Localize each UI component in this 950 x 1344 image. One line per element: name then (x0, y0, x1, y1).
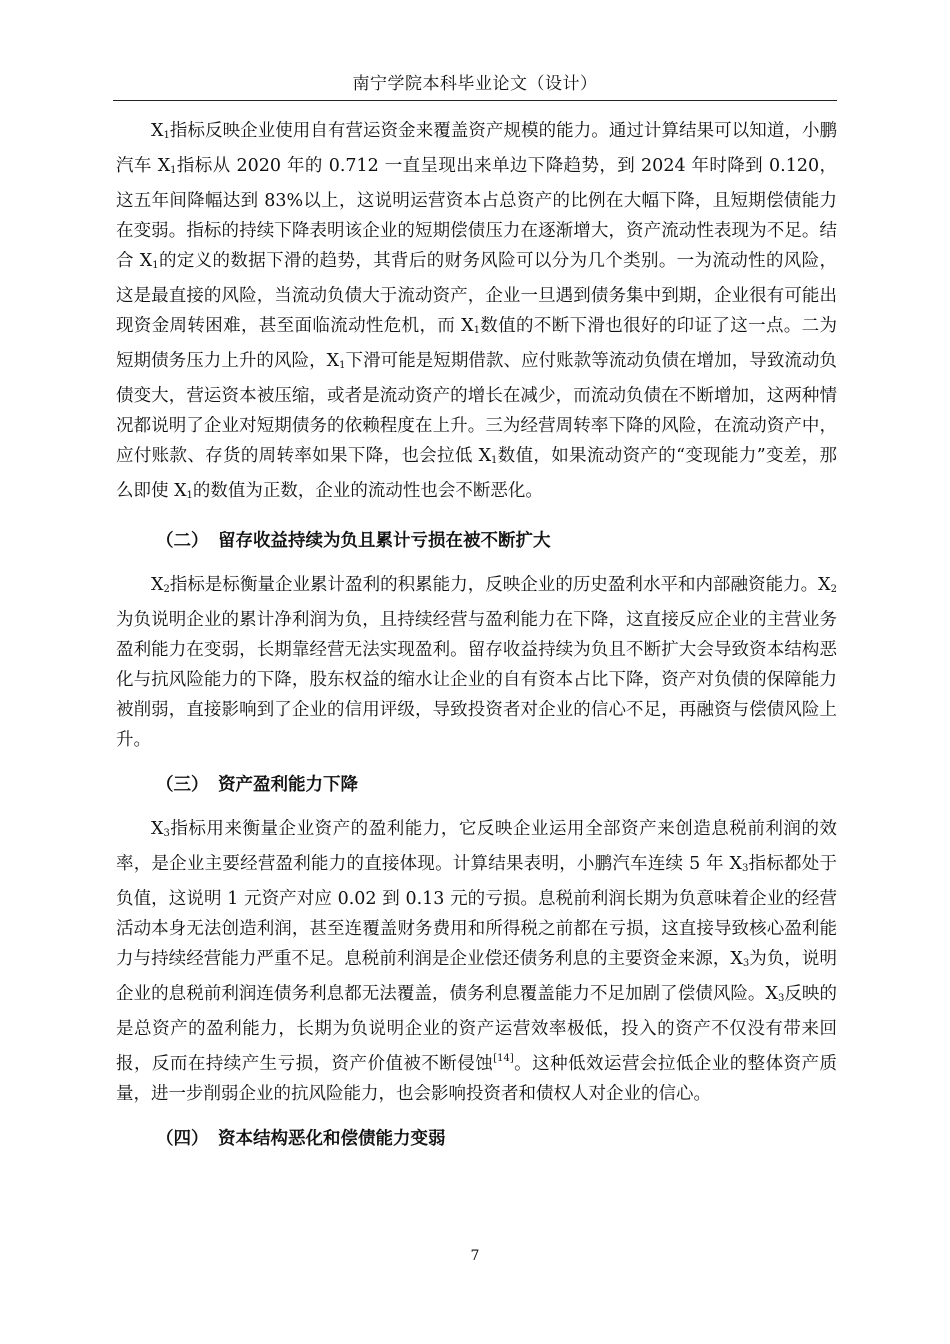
running-header: 南宁学院本科毕业论文（设计） (352, 74, 598, 94)
text-run: 指标用来衡量企业资产的盈利能力，它反映企业运用全部资产来创造息税前利润的效率，是企业主要经营盈利能力的直接体现。计算结果表明，小鹏汽车连续 5 年 X (116, 819, 837, 874)
subscript: 1 (491, 455, 498, 466)
subscript: 1 (152, 260, 159, 271)
subscript: 2 (163, 584, 170, 595)
section-number: （三） (156, 775, 209, 795)
subscript: 1 (339, 360, 346, 371)
section-title: 留存收益持续为负且累计亏损在被不断扩大 (218, 531, 551, 551)
text-run: X (151, 819, 164, 839)
section-heading-4 (116, 1124, 837, 1154)
text-run: X (151, 575, 164, 595)
page-body (116, 116, 837, 1154)
paragraph-x2-analysis (116, 570, 837, 755)
section-title: 资本结构恶化和偿债能力变弱 (218, 1129, 446, 1149)
text-run: 的数值为正数，企业的流动性也会不断恶化。 (192, 481, 543, 501)
paragraph-x1-analysis (116, 116, 837, 511)
citation-superscript: [14] (493, 1053, 514, 1064)
text-run: 指标反映企业使用自有营运资金来覆盖资产规模的能力。通过计算结果可以知道，小鹏汽车 X (116, 121, 837, 176)
section-number: （二） (156, 531, 209, 551)
subscript: 1 (170, 165, 177, 176)
text-run: 。这种低效运营会拉低企业的整体资产质量，进一步削弱企业的抗风险能力，也会影响投资者和债权人对企业的信心。 (116, 1054, 838, 1104)
subscript: 1 (163, 130, 170, 141)
subscript: 3 (742, 958, 750, 969)
section-heading-3 (116, 770, 837, 800)
text-run: 数值的不断下滑也很好的印证了这一点。二为短期债务压力上升的风险，X (116, 316, 837, 371)
subscript: 1 (186, 490, 193, 501)
text-run: 为负说明企业的累计净利润为负，且持续经营与盈利能力在下降，这直接反应企业的主营业务盈利能力在变弱，长期靠经营无法实现盈利。留存收益持续为负且不断扩大会导致资本结构恶化与抗风险能力的下降，股东权益的缩水让企业的自有资本占比下降，资产对负债的保障能力被削弱，直接影响到了企业的信用评级，导致投资者对企业的信心不足，再融资与偿债风险上升。 (116, 610, 837, 750)
section-number: （四） (156, 1129, 209, 1149)
page-number: 7 (470, 1248, 480, 1264)
subscript: 1 (473, 325, 480, 336)
text-run: 指标从 2020 年的 0.712 一直呈现出来单边下降趋势，到 2024 年时降到 0.120，这五年间降幅达到 83%以上，这说明运营资本占总资产的比例在大幅下降，且短期偿债能力在变弱。指标的持续下降表明该企业的短期偿债压力在逐渐增大，资产流动性表现为不足。结合 X (116, 156, 837, 271)
text-run: 的定义的数据下滑的趋势，其背后的财务风险可以分为几个类别。一为流动性的风险，这是最直接的风险，当流动负债大于流动资产，企业一旦遇到债务集中到期，企业很有可能出现资金周转困难，甚至面临流动性危机，而 X (116, 251, 837, 336)
subscript: 2 (830, 584, 837, 595)
text-run: 数值，如果流动资产的“变现能力”变差，那么即使 X (116, 446, 837, 501)
text-run: 指标都处于负值，这说明 1 元资产对应 0.02 到 0.13 元的亏损。息税前利润长期为负意味着企业的经营活动本身无法创造利润，甚至连覆盖财务费用和所得税之前都在亏损，这直接导致核心盈利能力与持续经营能力严重不足。息税前利润是企业偿还债务利息的主要资金来源，X (116, 854, 837, 969)
text-run: X (151, 121, 164, 141)
section-title: 资产盈利能力下降 (218, 775, 358, 795)
text-run: 下滑可能是短期借款、应付账款等流动负债在增加，导致流动负债变大，营运资本被压缩，或者是流动资产的增长在减少，而流动负债在不断增加，这两种情况都说明了企业对短期债务的依赖程度在上升。三为经营周转率下降的风险，在流动资产中，应付账款、存货的周转率如果下降，也会拉低 X (116, 351, 837, 466)
text-run: 反映的是总资产的盈利能力，长期为负说明企业的资产运营效率极低，投入的资产不仅没有带来回报，反而在持续产生亏损，资产价值被不断侵蚀 (116, 984, 837, 1074)
subscript: 3 (163, 828, 170, 839)
subscript: 3 (741, 863, 749, 874)
text-run: 为负，说明企业的息税前利润连债务利息都无法覆盖，债务利息覆盖能力不足加剧了偿债风险。X (116, 949, 837, 1004)
section-heading-2 (116, 526, 837, 556)
subscript: 3 (777, 993, 785, 1004)
paragraph-x3-analysis (116, 814, 837, 1109)
text-run: 指标是标衡量企业累计盈利的积累能力，反映企业的历史盈利水平和内部融资能力。X (169, 575, 831, 595)
header-rule (113, 100, 837, 101)
